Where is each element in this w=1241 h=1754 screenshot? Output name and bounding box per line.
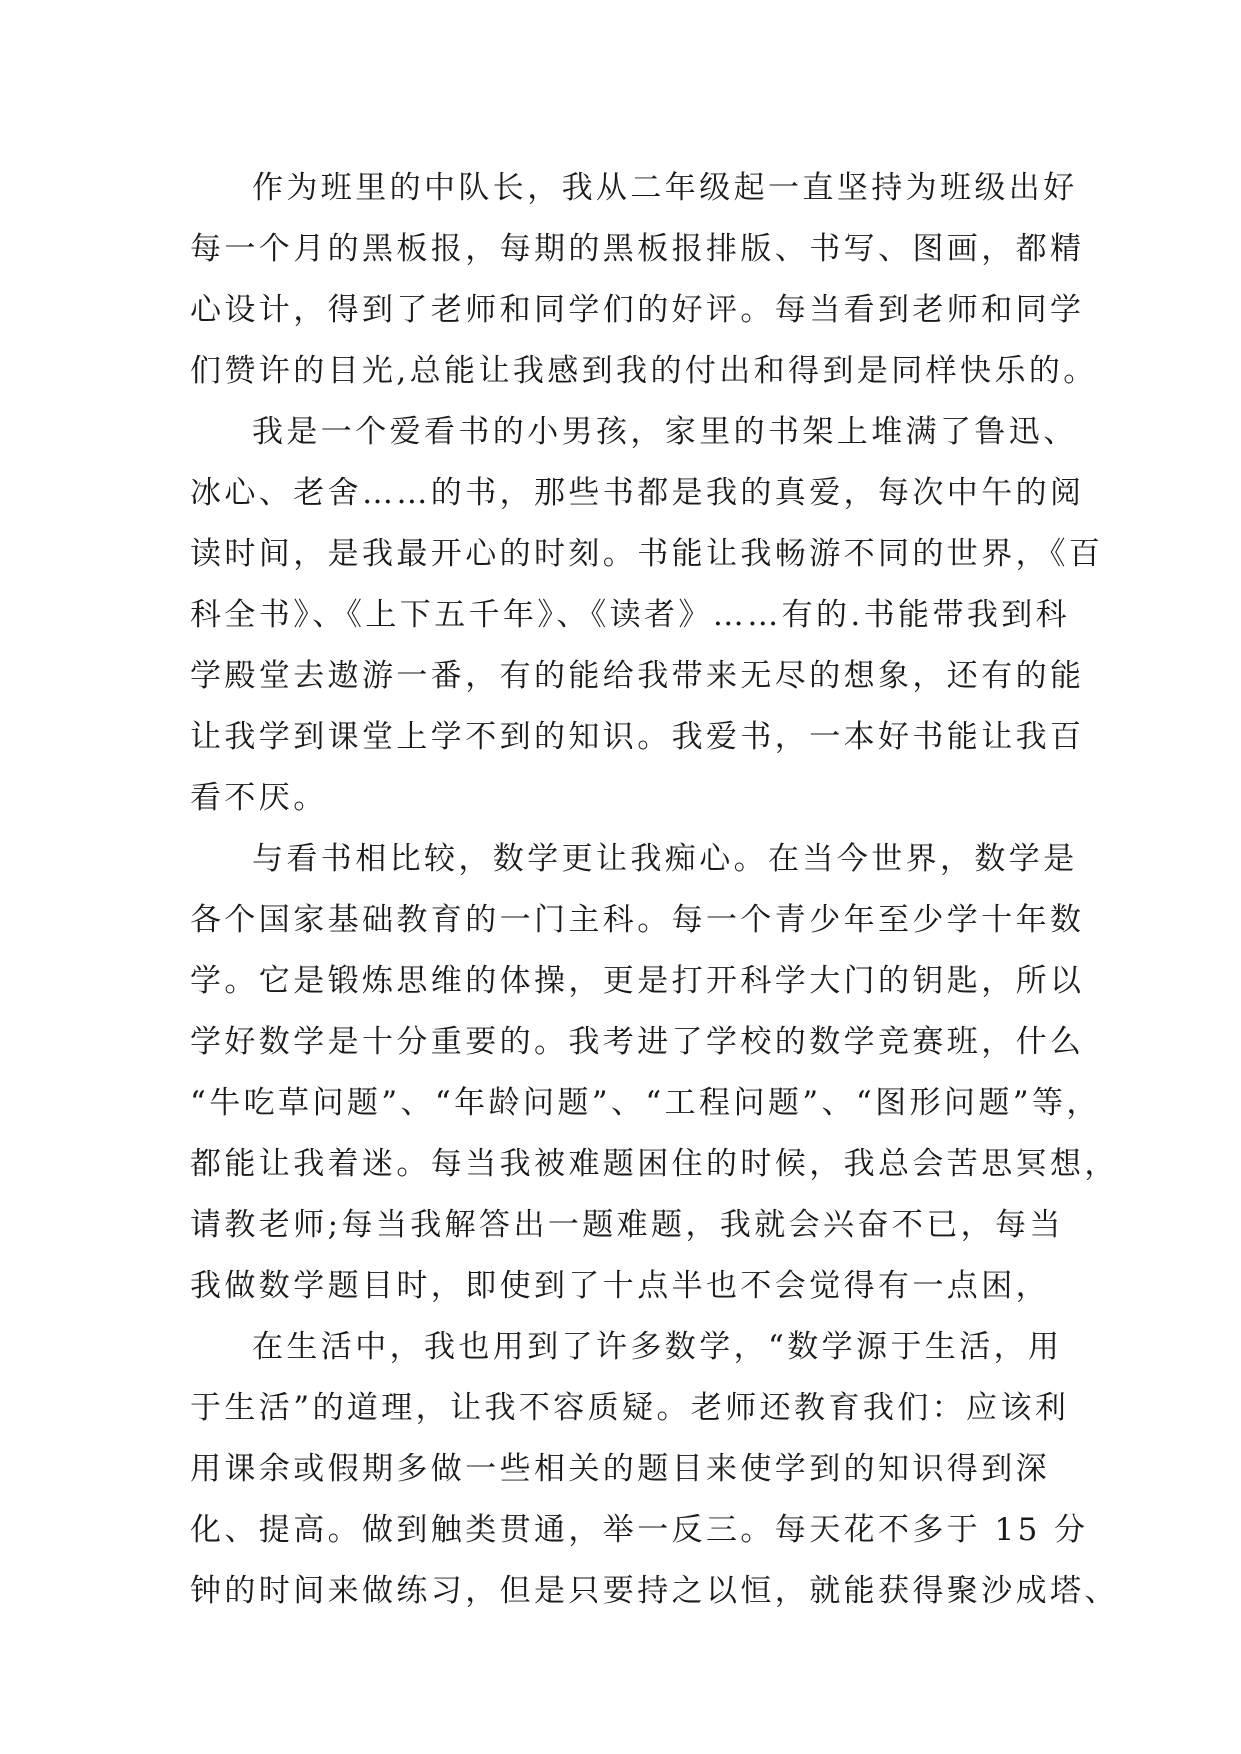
paragraph-3-line-1: 与看书相比较，数学更让我痴心。在当今世界，数学是 [252,841,1078,877]
paragraph-2-line-4: 科全书》、《上下五千年》、《读者》……有的.书能带我到科 [190,597,1071,633]
paragraph-3-line-3: 学。它是锻炼思维的体操，更是打开科学大门的钥匙，所以 [190,963,1085,999]
paragraph-4-line-3: 用课余或假期多做一些相关的题目来使学到的知识得到深 [190,1451,1050,1487]
paragraph-3-line-6: 都能让我着迷。每当我被难题困住的时候，我总会苦思冥想， [190,1146,1119,1182]
paragraph-2-line-5: 学殿堂去遨游一番，有的能给我带来无尽的想象，还有的能 [190,658,1085,694]
paragraph-2-line-6: 让我学到课堂上学不到的知识。我爱书，一本好书能让我百 [190,719,1085,755]
body-text [190,158,1119,1622]
paragraph-4-line-4: 化、提高。做到触类贯通，举一反三。每天花不多于 15 分 [190,1512,1089,1548]
paragraph-2-line-1: 我是一个爱看书的小男孩，家里的书架上堆满了鲁迅、 [252,414,1078,450]
paragraph-4-line-1: 在生活中，我也用到了许多数学，“数学源于生活，用 [252,1329,1063,1365]
paragraph-1-line-1: 作为班里的中队长，我从二年级起一直坚持为班级出好 [252,170,1078,206]
paragraph-2-line-3: 读时间，是我最开心的时刻。书能让我畅游不同的世界，《百 [190,536,1104,572]
paragraph-3-line-5: “牛吃草问题”、“年龄问题”、“工程问题”、“图形问题”等， [190,1085,1101,1121]
paragraph-4-line-5: 钟的时间来做练习，但是只要持之以恒，就能获得聚沙成塔、 [190,1573,1119,1609]
paragraph-4-line-2: 于生活”的道理，让我不容质疑。老师还教育我们：应该利 [190,1390,1070,1426]
paragraph-3-line-8: 我做数学题目时，即使到了十点半也不会觉得有一点困， [190,1268,1050,1304]
paragraph-3-line-4: 学好数学是十分重要的。我考进了学校的数学竞赛班，什么 [190,1024,1085,1060]
paragraph-2-line-2: 冰心、老舍……的书，那些书都是我的真爱，每次中午的阅 [190,475,1085,511]
paragraph-1-line-4: 们赞许的目光,总能让我感到我的付出和得到是同样快乐的。 [190,353,1098,389]
paragraph-2-line-7: 看不厌。 [190,780,328,816]
paragraph-1-line-2: 每一个月的黑板报，每期的黑板报排版、书写、图画，都精 [190,231,1085,267]
paragraph-3-line-7: 请教老师;每当我解答出一题难题，我就会兴奋不已，每当 [190,1207,1064,1243]
paragraph-3-line-2: 各个国家基础教育的一门主科。每一个青少年至少学十年数 [190,902,1085,938]
paragraph-1-line-3: 心设计，得到了老师和同学们的好评。每当看到老师和同学 [190,292,1085,328]
